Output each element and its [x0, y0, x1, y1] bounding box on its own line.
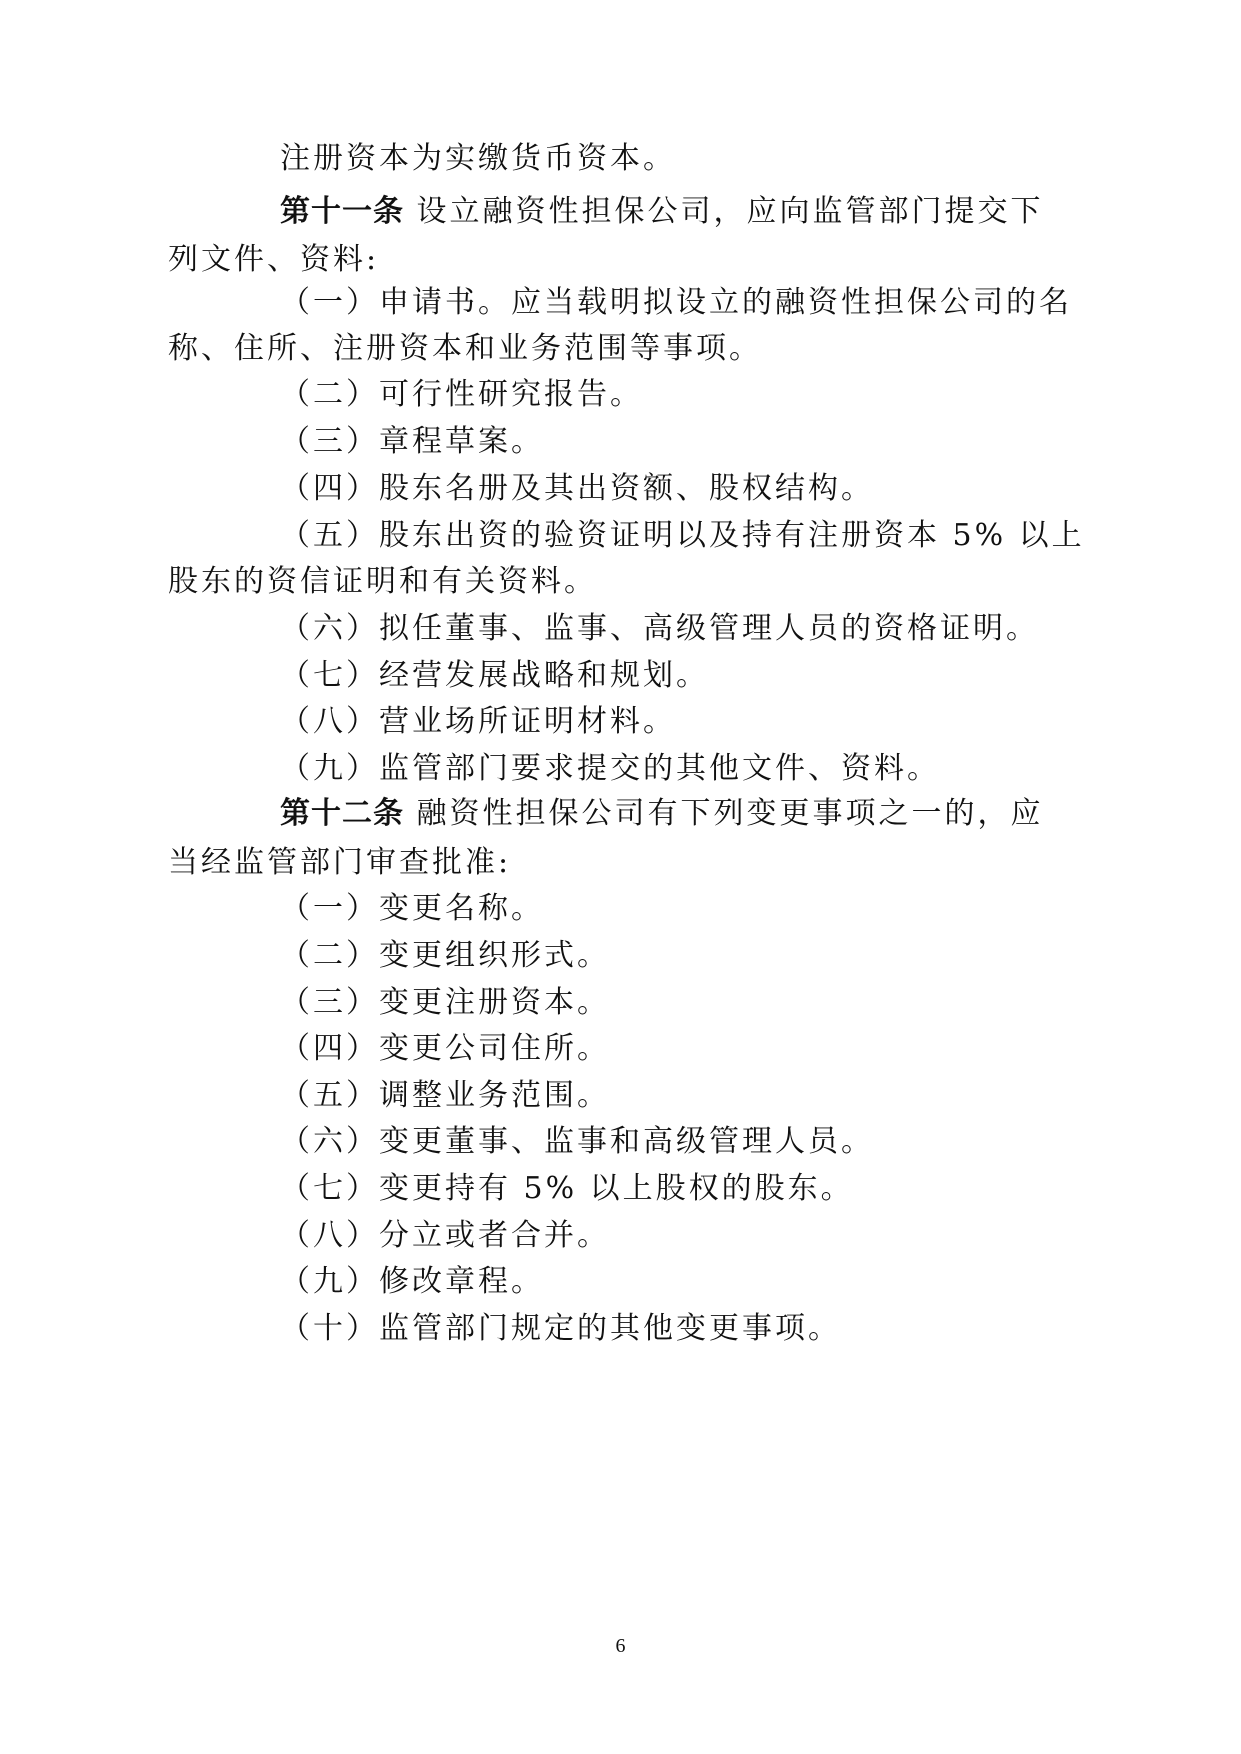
article-12-text: 融资性担保公司有下列变更事项之一的，应	[416, 796, 1044, 831]
article-12-item-10: （十）监管部门规定的其他变更事项。	[280, 1311, 841, 1346]
article-11-item-7: （七）经营发展战略和规划。	[280, 658, 709, 693]
article-11-line	[280, 192, 1044, 232]
article-12-item-7: （七）变更持有 5% 以上股权的股东。	[280, 1171, 854, 1206]
article-11-item-1-continued: 称、住所、注册资本和业务范围等事项。	[168, 331, 762, 366]
article-11-item-5: （五）股东出资的验资证明以及持有注册资本 5% 以上	[280, 518, 1085, 553]
article-11-item-5-continued: 股东的资信证明和有关资料。	[168, 564, 597, 599]
article-12-line	[280, 794, 1044, 834]
article-12-item-8: （八）分立或者合并。	[280, 1218, 610, 1253]
page-number: 6	[615, 1635, 626, 1657]
article-12-item-2: （二）变更组织形式。	[280, 938, 610, 973]
article-12-heading: 第十二条	[280, 796, 404, 831]
article-12-item-4: （四）变更公司住所。	[280, 1031, 610, 1066]
article-11-item-9: （九）监管部门要求提交的其他文件、资料。	[280, 751, 940, 786]
article-12-item-5: （五）调整业务范围。	[280, 1078, 610, 1113]
article-11-text-continued: 列文件、资料:	[168, 242, 380, 277]
article-11-heading: 第十一条	[280, 194, 404, 229]
article-12-text-continued: 当经监管部门审查批准:	[168, 845, 512, 880]
article-11-item-3: （三）章程草案。	[280, 424, 544, 459]
paragraph-line: 注册资本为实缴货币资本。	[280, 141, 676, 176]
article-11-text: 设立融资性担保公司，应向监管部门提交下	[416, 194, 1044, 229]
article-12-item-6: （六）变更董事、监事和高级管理人员。	[280, 1124, 874, 1159]
article-12-item-9: （九）修改章程。	[280, 1264, 544, 1299]
article-11-item-1: （一）申请书。应当载明拟设立的融资性担保公司的名	[280, 285, 1072, 320]
article-11-item-2: （二）可行性研究报告。	[280, 377, 643, 412]
article-12-item-3: （三）变更注册资本。	[280, 985, 610, 1020]
article-11-item-8: （八）营业场所证明材料。	[280, 704, 676, 739]
article-12-item-1: （一）变更名称。	[280, 891, 544, 926]
article-11-item-4: （四）股东名册及其出资额、股权结构。	[280, 471, 874, 506]
article-11-item-6: （六）拟任董事、监事、高级管理人员的资格证明。	[280, 611, 1039, 646]
